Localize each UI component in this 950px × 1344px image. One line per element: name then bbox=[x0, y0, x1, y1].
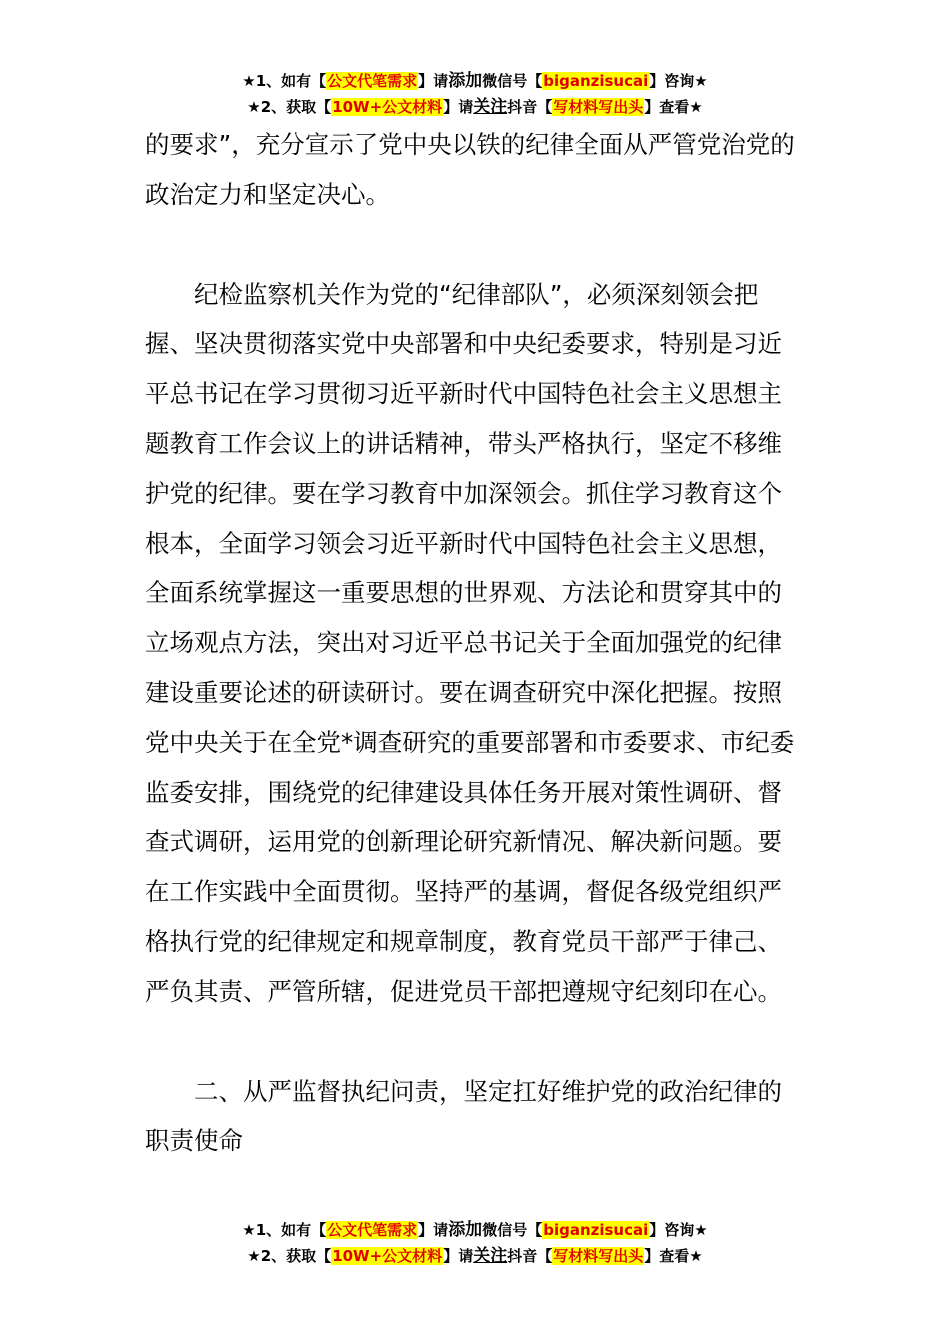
banner-text: 】请 bbox=[443, 1247, 474, 1265]
banner-text: 抖音【 bbox=[507, 1247, 553, 1265]
banner-text: 】请 bbox=[418, 1221, 449, 1239]
paragraph-body: 纪检监察机关作为党的“纪律部队”，必须深刻领会把握、坚决贯彻落实党中央部署和中央纪委要求，特别是习近平总书记在学习贯彻习近平新时代中国特色社会主义思想主题教育工作会议上的讲话精神，带头严格执行，坚定不移维护党的纪律。要在学习教育中加深领会。抓住学习教育这个根本，全面学习领会习近平新时代中国特色社会主义思想，全面系统掌握这一重要思想的世界观、方法论和贯穿其中的立场观点方法，突出对习近平总书记关于全面加强党的纪律建设重要论述的研读研讨。要在调查研究中深化把握。按照党中央关于在全党*调查研究的重要部署和市委要求、市纪委监委安排，围绕党的纪律建设具体任务开展对策性调研、督查式调研，运用党的创新理论研究新情况、解决新问题。要在工作实践中全面贯彻。坚持严的基调，督促各级党组织严格执行党的纪律规定和规章制度，教育党员干部严于律己、严负其责、严管所辖，促进党员干部把遵规守纪刻印在心。 bbox=[145, 279, 795, 1006]
banner-text: 】查看★ bbox=[644, 98, 703, 116]
banner-text: ★1、如有【 bbox=[242, 72, 327, 90]
banner-text: ★1、如有【 bbox=[242, 1221, 327, 1239]
banner-highlight-wechat-id: biganzisucai bbox=[543, 1221, 649, 1239]
banner-text: 】咨询★ bbox=[649, 72, 708, 90]
banner-text: ★2、获取【 bbox=[247, 1247, 332, 1265]
banner-highlight-douyin: 写材料写出头 bbox=[553, 98, 644, 116]
banner-text: 微信号【 bbox=[482, 1221, 543, 1239]
banner-highlight: 公文代笔需求 bbox=[327, 1221, 418, 1239]
footer-banner bbox=[0, 1217, 950, 1269]
banner-highlight-wechat-id: biganzisucai bbox=[543, 72, 649, 90]
banner-line-2 bbox=[0, 1243, 950, 1269]
banner-text: 】查看★ bbox=[644, 1247, 703, 1265]
banner-line-1 bbox=[0, 1217, 950, 1243]
banner-text: 】请 bbox=[443, 98, 474, 116]
document-body bbox=[145, 120, 805, 1166]
header-banner bbox=[0, 68, 950, 120]
banner-line-2 bbox=[0, 94, 950, 120]
banner-text: 抖音【 bbox=[507, 98, 553, 116]
banner-highlight-douyin: 写材料写出头 bbox=[553, 1247, 644, 1265]
banner-highlight: 10W+公文材料 bbox=[332, 98, 443, 116]
banner-text: 】咨询★ bbox=[649, 1221, 708, 1239]
paragraph-continuation: 的要求”，充分宣示了党中央以铁的纪律全面从严管党治党的政治定力和坚定决心。 bbox=[145, 130, 795, 209]
banner-text: 微信号【 bbox=[482, 72, 543, 90]
section-heading: 二、从严监督执纪问责，坚定扛好维护党的政治纪律的职责使命 bbox=[145, 1076, 782, 1156]
banner-emphasis: 关注 bbox=[473, 97, 508, 117]
banner-text: ★2、获取【 bbox=[247, 98, 332, 116]
banner-highlight: 10W+公文材料 bbox=[332, 1247, 443, 1265]
banner-emphasis: 关注 bbox=[473, 1246, 508, 1266]
banner-line-1 bbox=[0, 68, 950, 94]
banner-highlight: 公文代笔需求 bbox=[327, 72, 418, 90]
paragraph-gap bbox=[145, 220, 805, 270]
banner-emphasis: 添加 bbox=[448, 71, 483, 91]
banner-text: 】请 bbox=[418, 72, 449, 90]
banner-emphasis: 添加 bbox=[448, 1220, 483, 1240]
paragraph-gap bbox=[145, 1017, 805, 1067]
